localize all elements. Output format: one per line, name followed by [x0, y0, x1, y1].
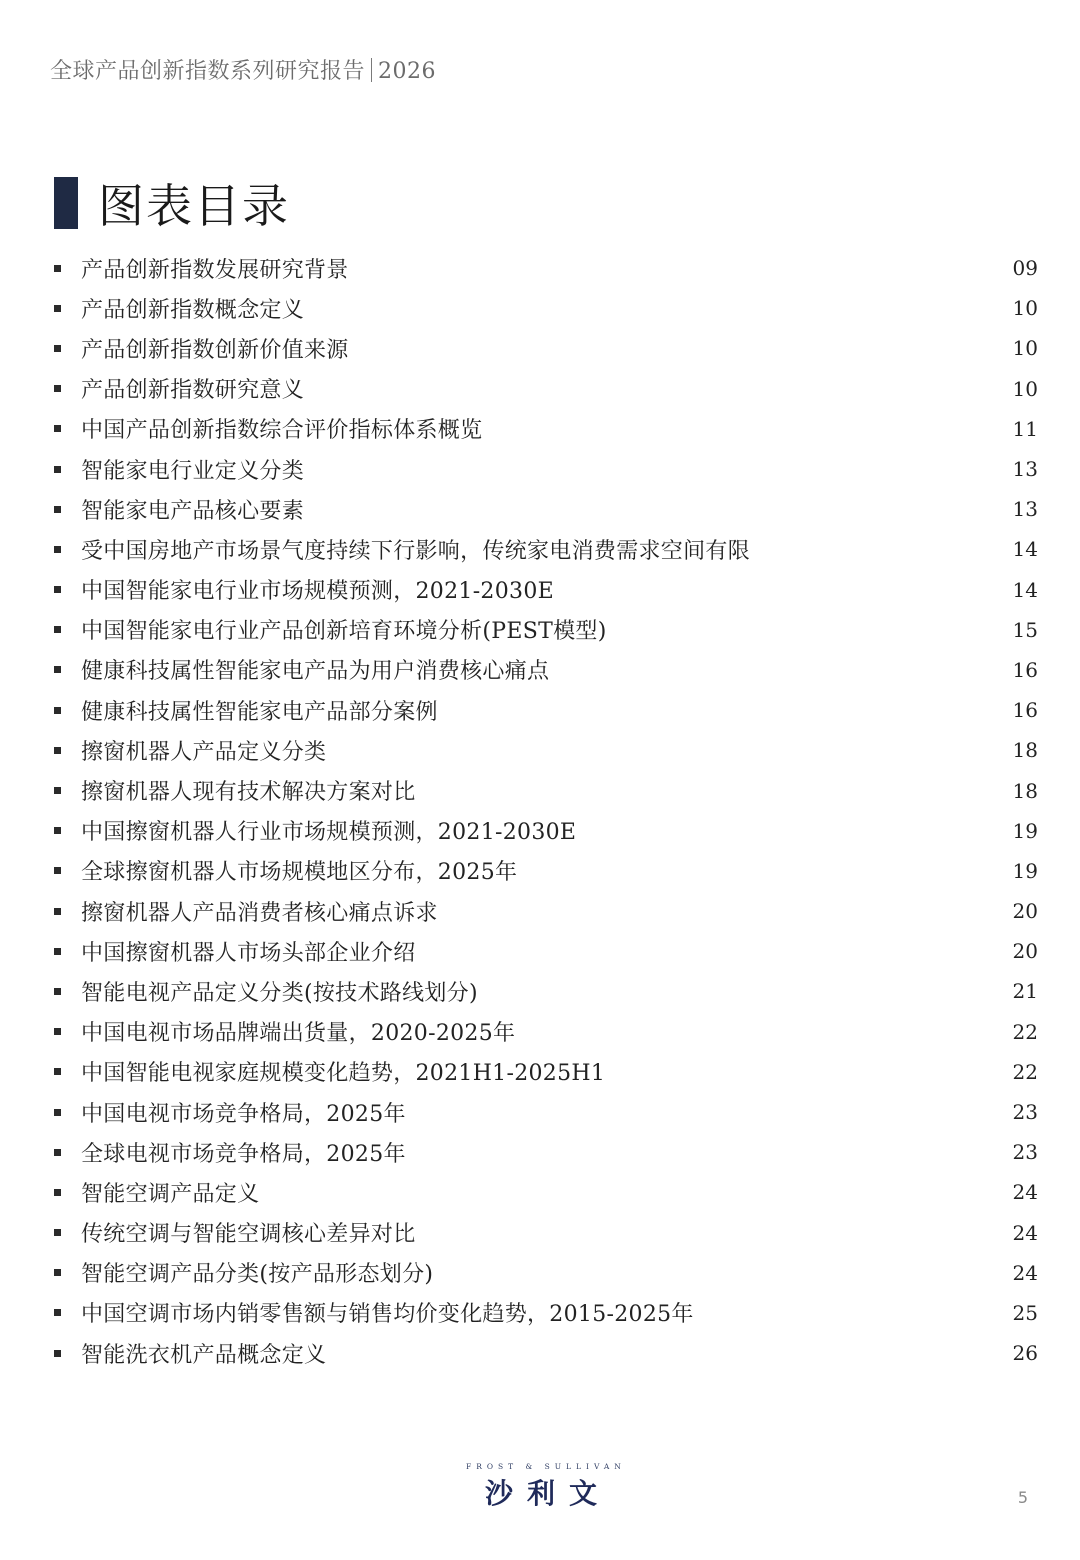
bullet-icon — [54, 345, 61, 352]
toc-item[interactable] — [54, 248, 1038, 288]
toc-item-page: 15 — [1012, 617, 1038, 642]
toc-item-label: 产品创新指数概念定义 — [81, 297, 305, 323]
toc-item-page: 16 — [1012, 657, 1038, 682]
bullet-icon — [54, 707, 61, 714]
header-title: 全球产品创新指数系列研究报告 — [50, 59, 366, 84]
figure-list — [54, 248, 1038, 1373]
toc-item[interactable] — [54, 1012, 1038, 1052]
toc-item-label: 中国电视市场竞争格局，2025年 — [81, 1101, 406, 1127]
bullet-icon — [54, 666, 61, 673]
toc-item-page: 18 — [1012, 778, 1038, 803]
toc-item-label: 全球擦窗机器人市场规模地区分布，2025年 — [81, 860, 518, 886]
toc-item-label: 智能空调产品分类(按产品形态划分) — [81, 1262, 434, 1288]
toc-item-page: 24 — [1012, 1180, 1038, 1205]
toc-item-label: 擦窗机器人现有技术解决方案对比 — [81, 780, 416, 806]
bullet-icon — [54, 908, 61, 915]
toc-item-page: 13 — [1012, 457, 1038, 482]
toc-item[interactable] — [54, 811, 1038, 851]
toc-item-page: 22 — [1012, 1059, 1038, 1084]
toc-item[interactable] — [54, 529, 1038, 569]
toc-item-label: 中国擦窗机器人市场头部企业介绍 — [81, 940, 416, 966]
toc-item-label: 健康科技属性智能家电产品为用户消费核心痛点 — [81, 659, 550, 685]
page-title-block — [54, 176, 290, 233]
toc-item[interactable] — [54, 328, 1038, 368]
toc-item-label: 受中国房地产市场景气度持续下行影响，传统家电消费需求空间有限 — [81, 538, 751, 564]
toc-item-label: 智能洗衣机产品概念定义 — [81, 1342, 327, 1368]
toc-item[interactable] — [54, 971, 1038, 1011]
toc-item-page: 26 — [1012, 1341, 1038, 1366]
toc-item[interactable] — [54, 1213, 1038, 1253]
toc-item-label: 中国智能家电行业产品创新培育环境分析(PEST模型) — [81, 619, 607, 645]
toc-item-label: 中国擦窗机器人行业市场规模预测，2021-2030E — [81, 820, 577, 846]
toc-item-page: 09 — [1012, 256, 1038, 281]
logo-english-text: FROST & SULLIVAN — [466, 1462, 626, 1471]
toc-item-label: 智能电视产品定义分类(按技术路线划分) — [81, 980, 478, 1006]
title-accent-bar — [54, 177, 78, 229]
toc-item[interactable] — [54, 1052, 1038, 1092]
toc-item-label: 智能家电行业定义分类 — [81, 458, 305, 484]
bullet-icon — [54, 787, 61, 794]
toc-item[interactable] — [54, 1172, 1038, 1212]
bullet-icon — [54, 586, 61, 593]
toc-item[interactable] — [54, 1132, 1038, 1172]
page-number: 5 — [1017, 1488, 1028, 1507]
toc-item-page: 19 — [1012, 858, 1038, 883]
toc-item[interactable] — [54, 570, 1038, 610]
page-title: 图表目录 — [98, 179, 290, 233]
toc-item[interactable] — [54, 1293, 1038, 1333]
toc-item-page: 11 — [1012, 416, 1038, 441]
bullet-icon — [54, 1269, 61, 1276]
toc-item-label: 智能空调产品定义 — [81, 1181, 260, 1207]
toc-item-page: 18 — [1012, 738, 1038, 763]
toc-item-label: 产品创新指数研究意义 — [81, 378, 305, 404]
toc-item-page: 10 — [1012, 376, 1038, 401]
bullet-icon — [54, 1109, 61, 1116]
bullet-icon — [54, 1068, 61, 1075]
bullet-icon — [54, 867, 61, 874]
bullet-icon — [54, 1189, 61, 1196]
toc-item-page: 16 — [1012, 698, 1038, 723]
toc-item-page: 13 — [1012, 497, 1038, 522]
toc-item-label: 中国智能电视家庭规模变化趋势，2021H1-2025H1 — [81, 1061, 606, 1087]
header-year: 2026 — [378, 59, 437, 84]
toc-item-page: 22 — [1012, 1019, 1038, 1044]
toc-item-label: 中国产品创新指数综合评价指标体系概览 — [81, 418, 483, 444]
toc-item[interactable] — [54, 690, 1038, 730]
toc-item-page: 24 — [1012, 1220, 1038, 1245]
toc-item-label: 中国智能家电行业市场规模预测，2021-2030E — [81, 579, 554, 605]
toc-item-label: 产品创新指数发展研究背景 — [81, 257, 349, 283]
toc-item-label: 擦窗机器人产品消费者核心痛点诉求 — [81, 900, 438, 926]
toc-item[interactable] — [54, 730, 1038, 770]
toc-item-page: 14 — [1012, 537, 1038, 562]
logo-chinese-text: 沙利文 — [484, 1477, 611, 1510]
toc-item[interactable] — [54, 1092, 1038, 1132]
bullet-icon — [54, 546, 61, 553]
toc-item-label: 传统空调与智能空调核心差异对比 — [81, 1222, 416, 1248]
toc-item-label: 产品创新指数创新价值来源 — [81, 337, 349, 363]
toc-item-label: 擦窗机器人产品定义分类 — [81, 739, 327, 765]
toc-item[interactable] — [54, 449, 1038, 489]
toc-item[interactable] — [54, 650, 1038, 690]
header-separator — [371, 58, 372, 82]
toc-item[interactable] — [54, 1253, 1038, 1293]
bullet-icon — [54, 1229, 61, 1236]
toc-item-page: 14 — [1012, 577, 1038, 602]
toc-item-page: 10 — [1012, 296, 1038, 321]
company-logo — [466, 1462, 626, 1512]
bullet-icon — [54, 948, 61, 955]
toc-item-page: 25 — [1012, 1300, 1038, 1325]
toc-item[interactable] — [54, 409, 1038, 449]
toc-item[interactable] — [54, 369, 1038, 409]
toc-item[interactable] — [54, 851, 1038, 891]
toc-item[interactable] — [54, 891, 1038, 931]
toc-item-label: 智能家电产品核心要素 — [81, 498, 305, 524]
toc-item[interactable] — [54, 489, 1038, 529]
bullet-icon — [54, 626, 61, 633]
toc-item-page: 21 — [1012, 979, 1038, 1004]
toc-item[interactable] — [54, 931, 1038, 971]
toc-item-page: 23 — [1012, 1100, 1038, 1125]
toc-item-page: 20 — [1012, 899, 1038, 924]
bullet-icon — [54, 466, 61, 473]
toc-item-label: 健康科技属性智能家电产品部分案例 — [81, 699, 438, 725]
report-header — [50, 54, 436, 85]
bullet-icon — [54, 1350, 61, 1357]
bullet-icon — [54, 265, 61, 272]
bullet-icon — [54, 827, 61, 834]
bullet-icon — [54, 747, 61, 754]
bullet-icon — [54, 1149, 61, 1156]
toc-item[interactable] — [54, 770, 1038, 810]
bullet-icon — [54, 385, 61, 392]
toc-item[interactable] — [54, 1333, 1038, 1373]
bullet-icon — [54, 988, 61, 995]
bullet-icon — [54, 425, 61, 432]
toc-item-page: 10 — [1012, 336, 1038, 361]
bullet-icon — [54, 1309, 61, 1316]
bullet-icon — [54, 305, 61, 312]
toc-item-page: 20 — [1012, 939, 1038, 964]
toc-item-label: 中国电视市场品牌端出货量，2020-2025年 — [81, 1021, 516, 1047]
toc-item-label: 全球电视市场竞争格局，2025年 — [81, 1141, 406, 1167]
toc-item-page: 23 — [1012, 1140, 1038, 1165]
toc-item[interactable] — [54, 288, 1038, 328]
bullet-icon — [54, 506, 61, 513]
bullet-icon — [54, 1028, 61, 1035]
toc-item-page: 19 — [1012, 818, 1038, 843]
toc-item-label: 中国空调市场内销零售额与销售均价变化趋势，2015-2025年 — [81, 1302, 694, 1328]
toc-item-page: 24 — [1012, 1260, 1038, 1285]
toc-item[interactable] — [54, 610, 1038, 650]
